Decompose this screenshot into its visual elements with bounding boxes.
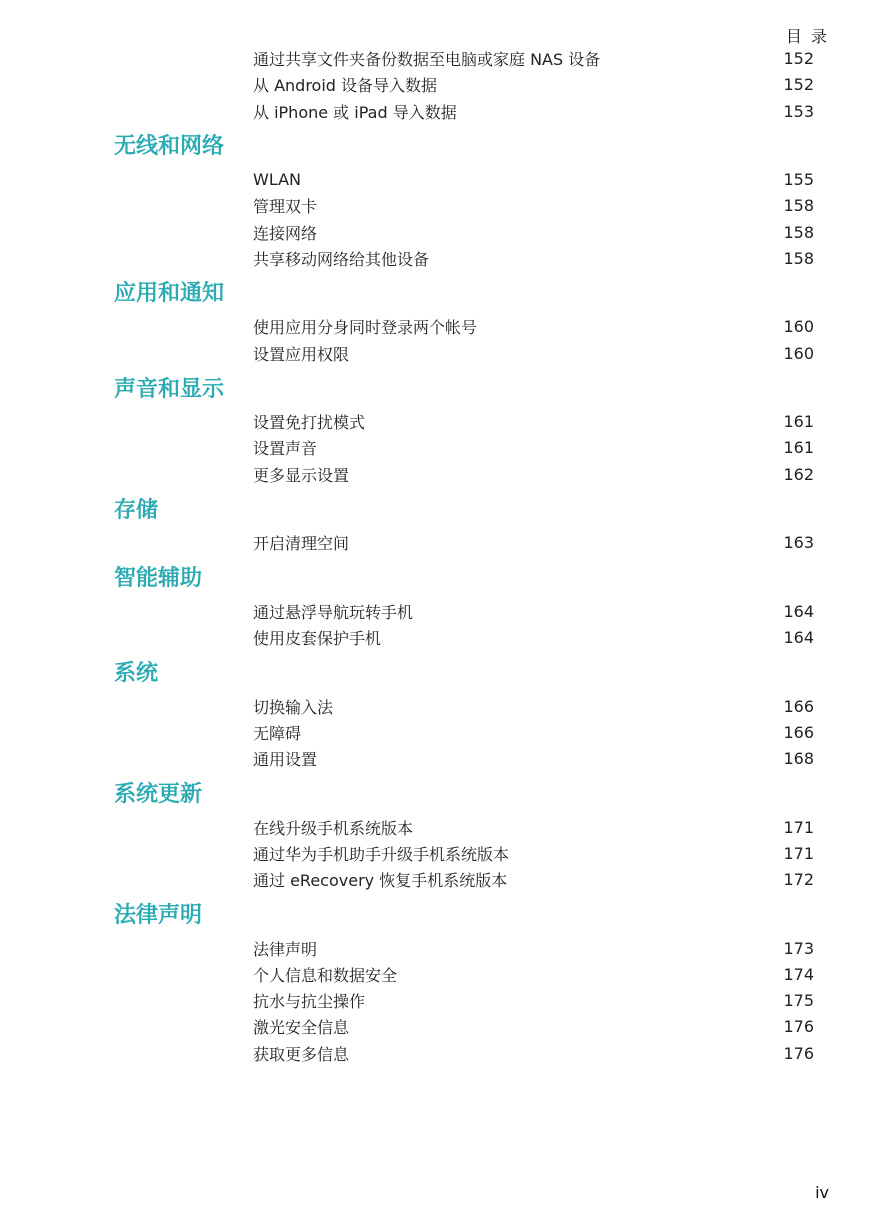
toc-entry-label: 设置应用权限 [253,344,350,364]
toc-entry-page: 160 [783,316,814,336]
toc-entry[interactable] [253,1040,814,1066]
section-title: 智能辅助 [114,566,203,591]
toc-entry-label: 在线升级手机系统版本 [253,818,414,838]
toc-entry-page: 158 [783,222,814,242]
toc-entry-label: 开启清理空间 [253,533,350,553]
toc-entry-label: 切换输入法 [253,697,334,717]
toc-entry-label: 无障碍 [253,723,302,743]
toc-entry-page: 168 [783,748,814,768]
toc-entry-page: 152 [783,74,814,94]
toc-entry-label: 使用应用分身同时登录两个帐号 [253,317,478,337]
toc-entry[interactable] [253,598,814,624]
toc-entry[interactable] [253,719,814,745]
toc-entry-page: 171 [783,817,814,837]
toc-entry-page: 176 [783,1043,814,1063]
toc-entry-page: 161 [783,437,814,457]
toc-entry-label: 从 iPhone 或 iPad 导入数据 [253,102,457,122]
toc-entry-label: 管理双卡 [253,196,318,216]
toc-entry-label: 抗水与抗尘操作 [253,991,366,1011]
toc-entry[interactable] [253,340,814,366]
toc-entry-page: 158 [783,248,814,268]
toc-entry-label: 通过共享文件夹备份数据至电脑或家庭 NAS 设备 [253,49,601,69]
toc-entry[interactable] [253,219,814,245]
toc-entry-label: 设置声音 [253,438,318,458]
section-title: 系统 [114,661,159,686]
toc-entry-page: 158 [783,195,814,215]
toc-entry[interactable] [253,45,814,71]
toc-entry[interactable] [253,693,814,719]
page-header: 目 录 [785,27,829,46]
toc-entry-label: 更多显示设置 [253,465,350,485]
toc-entry-label: 使用皮套保护手机 [253,628,382,648]
toc-entry[interactable] [253,961,814,987]
toc-entry-label: 通过 eRecovery 恢复手机系统版本 [253,870,508,890]
toc-entry-page: 164 [783,601,814,621]
toc-entry-page: 171 [783,843,814,863]
toc-entry[interactable] [253,745,814,771]
toc-entry[interactable] [253,866,814,892]
toc-entry-page: 153 [783,101,814,121]
toc-entry-label: 法律声明 [253,939,318,959]
toc-entry-page: 174 [783,964,814,984]
toc-entry-page: 166 [783,696,814,716]
toc-entry-page: 164 [783,627,814,647]
toc-entry-label: 通过华为手机助手升级手机系统版本 [253,844,510,864]
toc-entry-page: 162 [783,464,814,484]
toc-entry-page: 160 [783,343,814,363]
section-title: 法律声明 [114,903,203,928]
toc-entry[interactable] [253,624,814,650]
section-title: 应用和通知 [114,281,225,306]
toc-entry[interactable] [253,71,814,97]
toc-entry-page: 175 [783,990,814,1010]
toc-entry-page: 161 [783,411,814,431]
toc-entry-label: 设置免打扰模式 [253,412,366,432]
toc-entry[interactable] [253,434,814,460]
section-title: 无线和网络 [114,134,225,159]
section-title: 存储 [114,498,159,523]
toc-entry[interactable] [253,166,814,192]
section-title: 系统更新 [114,782,203,807]
toc-entry[interactable] [253,461,814,487]
toc-entry-label: 通过悬浮导航玩转手机 [253,602,414,622]
toc-entry[interactable] [253,935,814,961]
toc-entry-label: WLAN [253,169,302,189]
toc-entry[interactable] [253,408,814,434]
toc-entry-label: 连接网络 [253,223,318,243]
toc-entry-page: 173 [783,938,814,958]
toc-entry-label: 从 Android 设备导入数据 [253,75,438,95]
toc-entry[interactable] [253,98,814,124]
toc-entry-page: 155 [783,169,814,189]
toc-entry-label: 共享移动网络给其他设备 [253,249,430,269]
toc-entry-page: 152 [783,48,814,68]
toc-entry[interactable] [253,840,814,866]
toc-entry[interactable] [253,192,814,218]
toc-entry[interactable] [253,987,814,1013]
toc-entry-page: 176 [783,1016,814,1036]
toc-entry-page: 172 [783,869,814,889]
toc-entry[interactable] [253,1013,814,1039]
toc-entry-label: 通用设置 [253,749,318,769]
toc-entry-label: 个人信息和数据安全 [253,965,398,985]
toc-entry[interactable] [253,313,814,339]
toc-entry-page: 166 [783,722,814,742]
toc-entry-label: 激光安全信息 [253,1017,350,1037]
toc-entry-page: 163 [783,532,814,552]
toc-entry[interactable] [253,529,814,555]
toc-entry-label: 获取更多信息 [253,1044,350,1064]
section-title: 声音和显示 [114,377,225,402]
page-number: iv [815,1183,829,1202]
toc-entry[interactable] [253,814,814,840]
toc-entry[interactable] [253,245,814,271]
